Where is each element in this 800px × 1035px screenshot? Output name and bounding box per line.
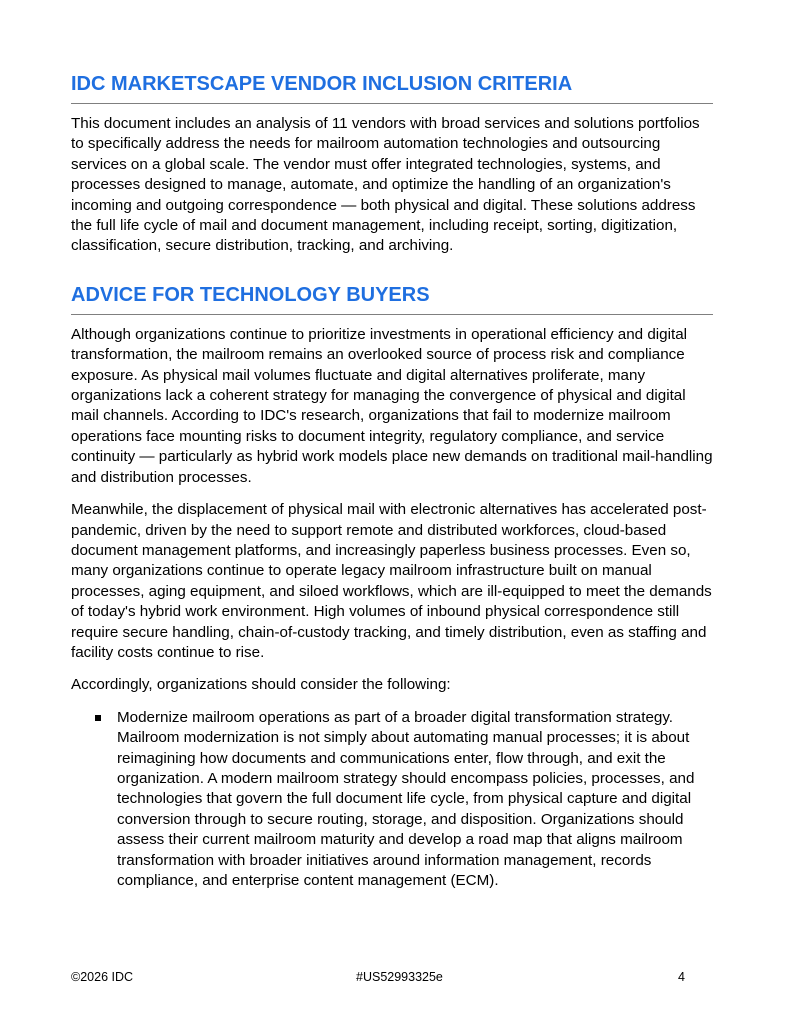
footer-page-number: 4 [678,970,685,984]
recommendations-list [71,708,713,892]
square-bullet-icon [95,715,101,721]
advice-paragraph-3: Accordingly, organizations should consider the following: [71,676,451,694]
advice-paragraph-2: Meanwhile, the displacement of physical mail with electronic alternatives has accelerated post-pandemic, driven by the need to support remote and distributed workforces, cloud-based document management platforms, and increasingly paperless business processes. Even so, many organizations continue to operate legacy mailroom infrastructure built on manual processes, aging equipment, and siloed workflows, which are ill-equipped to meet the demands of today's hybrid work environment. High volumes of inbound physical correspondence still require secure handling, chain-of-custody tracking, and timely distribution, even as staffing and facility costs continue to rise. [71,501,712,661]
footer-document-id: #US52993325e [356,970,443,984]
section-heading-inclusion-criteria: IDC MARKETSCAPE VENDOR INCLUSION CRITERIA [71,72,713,104]
inclusion-criteria-paragraph: This document includes an analysis of 11 vendors with broad services and solutions portfolios to specifically address the needs for mailroom automation technologies and outsourcing services on a global scale. The vendor must offer integrated technologies, systems, and processes designed to manage, automate, and optimize the handling of an organization's incoming and outgoing correspondence — both physical and digital. These solutions address the full life cycle of mail and document management, including receipt, sorting, digitization, classification, secure distribution, tracking, and archiving. [71,115,700,255]
footer-copyright: ©2026 IDC [71,970,134,984]
list-item [117,708,713,892]
document-page [71,72,713,891]
list-item-text: Modernize mailroom operations as part of a broader digital transformation strategy. Mailroom modernization is not simply about automating manual processes; it is about reimagining how documents and communications enter, flow through, and exit the organization. A modern mailroom strategy should encompass policies, processes, and technologies that govern the full document life cycle, from physical capture and digital conversion through to secure routing, storage, and disposition. Organizations should assess their current mailroom maturity and develop a road map that aligns mailroom transformation with broader initiatives around information management, records compliance, and enterprise content management (ECM). [117,708,695,889]
advice-paragraph-1: Although organizations continue to prioritize investments in operational efficiency and digital transformation, the mailroom remains an overlooked source of process risk and compliance exposure. As physical mail volumes fluctuate and digital alternatives proliferate, many organizations lack a coherent strategy for managing the convergence of physical and digital mail channels. According to IDC's research, organizations that fail to modernize mailroom operations face mounting risks to document integrity, regulatory compliance, and service continuity — particularly as hybrid work models place new demands on traditional mail-handling and distribution processes. [71,325,713,486]
section-heading-advice-for-buyers: ADVICE FOR TECHNOLOGY BUYERS [71,283,713,315]
